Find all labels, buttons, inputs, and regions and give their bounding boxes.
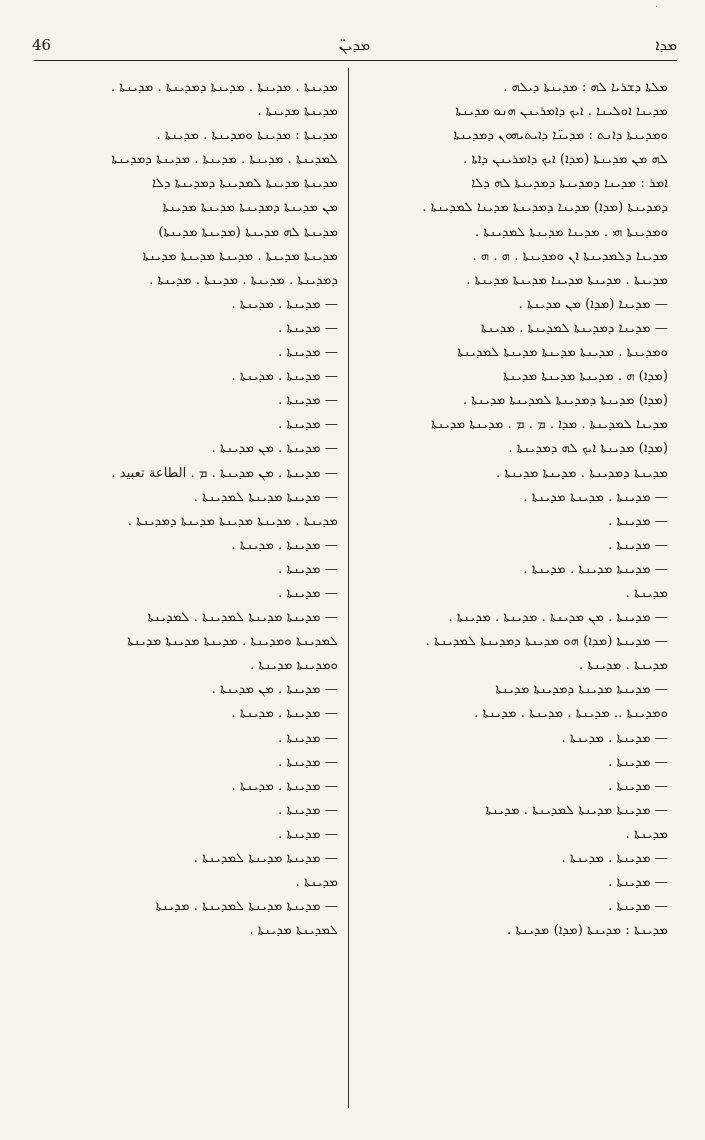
entry-line: ܡܕܝܢܬܐ ܠܗ ܡܕܝܢܬܐ (ܡܕܝܢܬܐ ܡܕܝܢܬܐ) <box>158 224 338 240</box>
entry-line: ܡܕܝܢܬܐ : ܡܕܝܢܬܐ (ܡܕܐ) ܡܕܝܢܬܐ . <box>506 923 668 939</box>
scan-mark: · <box>655 2 659 13</box>
entry-line: — ܡܕܝܢܬܐ . <box>278 802 338 818</box>
entry-line: — ܡܕܝܢܬܐ ܡܕܝܢܬܐ ܠܡܕܝܢܬܐ . ܡܕܝܢܬܐ <box>485 802 668 818</box>
entry-line: — ܡܕܝܢܬܐ . <box>278 345 338 361</box>
entry-line: ܡܕܝܢܬܐ : ܡܕܝܢܬܐ ܘܡܕܝܢܬܐ . ܡܕܝܢܬܐ . <box>156 128 338 144</box>
entry-line: — ܡܕܝܢܬܐ . <box>278 754 338 770</box>
entry-line: — ܡܕܝܢܬܐ ܡܕܝܢܬܐ ܠܡܕܝܢܬܐ . <box>193 489 338 505</box>
entry-line: ܡܕܝܢܐ ܠܡܕܝܢܬܐ . ܡܕܐ . ܡ . ܡ . ܡܕܝܢܬܐ ܡܕܝܢܬܐ <box>431 417 668 433</box>
entry-line: ܕܡܕܝܢܬܐ (ܡܕܐ) ܡܕܝܢܐ ܕܡܕܝܢܬܐ ܡܕܝܢܐ ܠܡܕܝܢܬܐ . <box>422 200 668 216</box>
entry-line: — ܡܕܝܢܬܐ . ܡܢ ܡܕܝܢܬܐ . ܡ . الطاعة تعبيد . <box>111 465 338 481</box>
entry-line: — ܡܕܝܢܬܐ . <box>608 875 668 891</box>
entry-line: ܡܢ ܡܕܝܢܬܐ ܕܡܕܝܢܬܐ ܡܕܝܢܬܐ ܡܕܝܢܬܐ <box>162 200 338 216</box>
entry-line: ܡܕܝܢܬܐ . <box>625 826 668 842</box>
entry-line: (ܡܕܐ) ܡܕܝܢܬܐ ܐܝܟ ܠܗ ܕܡܕܝܢܬܐ . <box>508 441 668 457</box>
entry-line: (ܡܕܐ) ܗ . ܡܕܝܢܬܐ ܡܕܝܢܬܐ ܡܕܝܢܬܐ <box>503 369 668 385</box>
entry-line: ܡܕܝܢܐ ܕܠܡܕܝܢܬܐ ܐܢ ܘܡܕܝܢܬܐ . ܗ . ܗ . <box>472 248 668 264</box>
entry-line: — ܡܕܝܢܬܐ . <box>608 537 668 553</box>
entry-line: — ܡܕܝܢܬܐ . ܡܕܝܢܬܐ . <box>231 778 338 794</box>
entry-line: (ܡܕܐ) ܡܕܝܢܬܐ ܕܡܕܝܢܬܐ ܠܡܕܝܢܬܐ ܡܕܝܢܬܐ . <box>462 393 668 409</box>
entry-line: ܡܕܝܢܬܐ ܕܡܕܝܢܬܐ . ܡܕܝܢܬܐ ܡܕܝܢܬܐ . <box>495 465 668 481</box>
entry-line: — ܡܕܝܢܬܐ . ܡܕܝܢܬܐ . <box>561 851 668 866</box>
entry-line: — ܡܕܝܢܬܐ ܡܕܝܢܬܐ ܕܡܕܝܢܬܐ ܡܕܝܢܬܐ <box>495 682 668 698</box>
entry-line: — ܡܕܝܢܬܐ . <box>278 417 338 433</box>
entry-line: — ܡܕܝܢܬܐ . ܡܕܝܢܬܐ . <box>561 730 668 746</box>
entry-line: — ܡܕܝܢܬܐ . <box>278 393 338 409</box>
entry-line: ܡܕܝܢܬܐ ܡܕܝܢܬܐ ܠܡܕܝܢܬܐ ܕܡܕܝܢܬܐ ܕܠܐ <box>151 176 338 192</box>
entry-line: — ܡܕܝܢܬܐ ܡܕܝܢܬܐ ܠܡܕܝܢܬܐ . ܠܡܕܝܢܬܐ <box>147 610 338 626</box>
entry-line: ܠܡܕܝܢܬܐ ܡܕܝܢܬܐ . <box>249 923 338 939</box>
entry-line: — ܡܕܝܢܬܐ . <box>278 730 338 746</box>
entry-line: — ܡܕܝܢܐ ܕܡܕܝܢܬܐ ܠܡܕܝܢܬܐ . ܡܕܝܢܬܐ <box>481 320 668 336</box>
entry-line: — ܡܕܝܢܬܐ . ܡܢ ܡܕܝܢܬܐ . ܡܕܝܢܬܐ . ܡܕܝܢܬܐ . <box>448 610 668 626</box>
entry-line: — ܡܕܝܢܬܐ . <box>608 754 668 770</box>
entry-line: ܘܡܕܝܢܬܐ ܡܕܝܢܬܐ . <box>249 658 338 674</box>
header-rule <box>34 60 677 61</box>
entry-line: — ܡܕܝܢܬܐ (ܡܕܐ) ܗܘ ܡܕܝܢܬܐ ܕܡܕܝܢܬܐ ܠܡܕܝܢܬܐ . <box>425 634 668 650</box>
entry-line: ܠܗ ܡܢ ܡܕܝܢܬܐ (ܡܕܐ) ܐܝܟ ܕܐܡܪܝܢܢ ܕܐܬܐ . <box>463 152 668 168</box>
entry-line: — ܡܕܝܢܬܐ . ܡܕܝܢܬܐ . <box>231 296 338 312</box>
page-number: 46 <box>32 36 52 54</box>
entry-line: ܡܕܝܢܬܐ ܡܕܝܢܬܐ . <box>257 104 338 120</box>
entry-line: ܘܡܕܝܢܬܐ ܗܝ . ܡܕܝܢܐ ܡܕܝܢܬܐ ܠܡܕܝܢܬܐ . <box>474 224 668 240</box>
entry-line: — ܡܕܝܢܬܐ . <box>608 778 668 794</box>
column-divider <box>348 68 349 1108</box>
right-column <box>362 76 668 1116</box>
entry-line: ܘܡܕܝܢܬܐ ܕܐܢܬ : ܡܕܝܢ̈ܐ ܕܐܝܬܝܗܘܢ ܕܡܕܝܢܬܐ <box>453 128 668 144</box>
entry-line: ܠܡܕܝܢܬܐ ܘܡܕܝܢܬܐ . ܡܕܝܢܬܐ ܡܕܝܢܬܐ ܡܕܝܢܬܐ <box>127 634 338 650</box>
entry-line: — ܡܕܝܢܬܐ . <box>608 513 668 529</box>
entry-line: — ܡܕܝܢܬܐ . <box>278 585 338 601</box>
entry-line: — ܡܕܝܢܬܐ . <box>278 320 338 336</box>
entry-line: ܡܕܝܢܬܐ . ܡܕܝܢܬܐ . ܡܕܝܢܬܐ ܕܡܕܝܢܬܐ . ܡܕܝܢܬܐ . <box>110 80 338 95</box>
entry-line: ܡܕܝܢܐ ܐܘܠܝܢܐ . ܐܝܟ ܕܐܡܪܝܢܢ ܗܢܘ ܡܕܝܢܬܐ <box>455 104 668 120</box>
entry-line: ܡܕܝܢܬܐ . ܡܕܝܢܬܐ . <box>578 658 668 674</box>
running-head <box>32 36 677 58</box>
entry-line: — ܡܕܝܢܬܐ ܡܕܝܢܬܐ ܠܡܕܝܢܬܐ . <box>193 851 338 866</box>
entry-line: ܐܡܪ : ܡܕܝܢܐ ܕܡܕܝܢܬܐ ܕܡܕܝܢܬܐ ܠܗ ܕܠܐ <box>471 176 668 192</box>
running-title: ܡܕܝܢ̈ <box>338 36 371 54</box>
entry-line: — ܡܕܝܢܬܐ . ܡܕܝܢܬܐ ܡܕܝܢܬܐ . <box>523 489 668 505</box>
entry-line: — ܡܕܝܢܬܐ . <box>278 826 338 842</box>
entry-line: ܘܡܕܝܢܬܐ . ܡܕܝܢܬܐ ܡܕܝܢܬܐ ܡܕܝܢܬܐ ܠܡܕܝܢܬܐ <box>457 345 668 361</box>
entry-line: ܡܕܝܢܬܐ . ܡܕܝܢܬܐ ܡܕܝܢܬܐ ܡܕܝܢܬܐ ܕܡܕܝܢܬܐ . <box>127 513 338 529</box>
entry-line: ܡܕܝܢܬܐ ܡܕܝܢܬܐ . ܡܕܝܢܬܐ ܡܕܝܢܬܐ ܡܕܝܢܬܐ <box>142 248 338 264</box>
entry-line: — ܡܕܝܢܬܐ ܡܕܝܢܬܐ . ܡܕܝܢܬܐ . <box>523 561 668 577</box>
entry-line: — ܡܕܝܢܬܐ . ܡܕܝܢܬܐ . <box>231 369 338 385</box>
entry-line: ܡܠܬܐ ܕܫܪܝܐ ܠܗ : ܡܕܝܢܬܐ ܕܝܠܗ . <box>503 80 668 95</box>
entry-line: ܘܡܕܝܢܬܐ .. ܡܕܝܢܬܐ . ܡܕܝܢܬܐ . ܡܕܝܢܬܐ . <box>474 706 668 722</box>
running-head-right: ܡܕܐ <box>655 36 677 54</box>
entry-line: — ܡܕܝܢܬܐ . <box>278 561 338 577</box>
entry-line: — ܡܕܝܢܬܐ . ܡܢ ܡܕܝܢܬܐ . <box>211 682 338 698</box>
entry-line: ܕܡܕܝܢܬܐ . ܡܕܝܢܬܐ . ܡܕܝܢܬܐ . ܡܕܝܢܬܐ . <box>149 272 338 288</box>
entry-line: ܡܕܝܢܬܐ . <box>295 875 338 891</box>
entry-line: — ܡܕܝܢܐ (ܡܕܐ) ܡܢ ܡܕܝܢܬܐ . <box>518 296 668 312</box>
entry-line: — ܡܕܝܢܬܐ . ܡܢ ܡܕܝܢܬܐ . <box>211 441 338 457</box>
entry-line: ܡܕܝܢܬܐ . <box>625 585 668 601</box>
entry-line: — ܡܕܝܢܬܐ ܡܕܝܢܬܐ ܠܡܕܝܢܬܐ . ܡܕܝܢܬܐ <box>155 899 338 915</box>
entry-line: ܠܡܕܝܢܬܐ . ܡܕܝܢܬܐ . ܡܕܝܢܬܐ . ܡܕܝܢܬܐ ܕܡܕܝܢܬܐ <box>111 152 338 168</box>
left-column <box>32 76 338 1116</box>
entry-line: — ܡܕܝܢܬܐ . ܡܕܝܢܬܐ . <box>231 706 338 722</box>
entry-line: — ܡܕܝܢܬܐ . ܡܕܝܢܬܐ . <box>231 537 338 553</box>
entry-line: — ܡܕܝܢܬܐ . <box>608 899 668 915</box>
entry-line: ܡܕܝܢܬܐ . ܡܕܝܢܬܐ ܡܕܝܢܐ ܡܕܝܢܬܐ ܡܕܝܢܬܐ . <box>466 272 668 288</box>
